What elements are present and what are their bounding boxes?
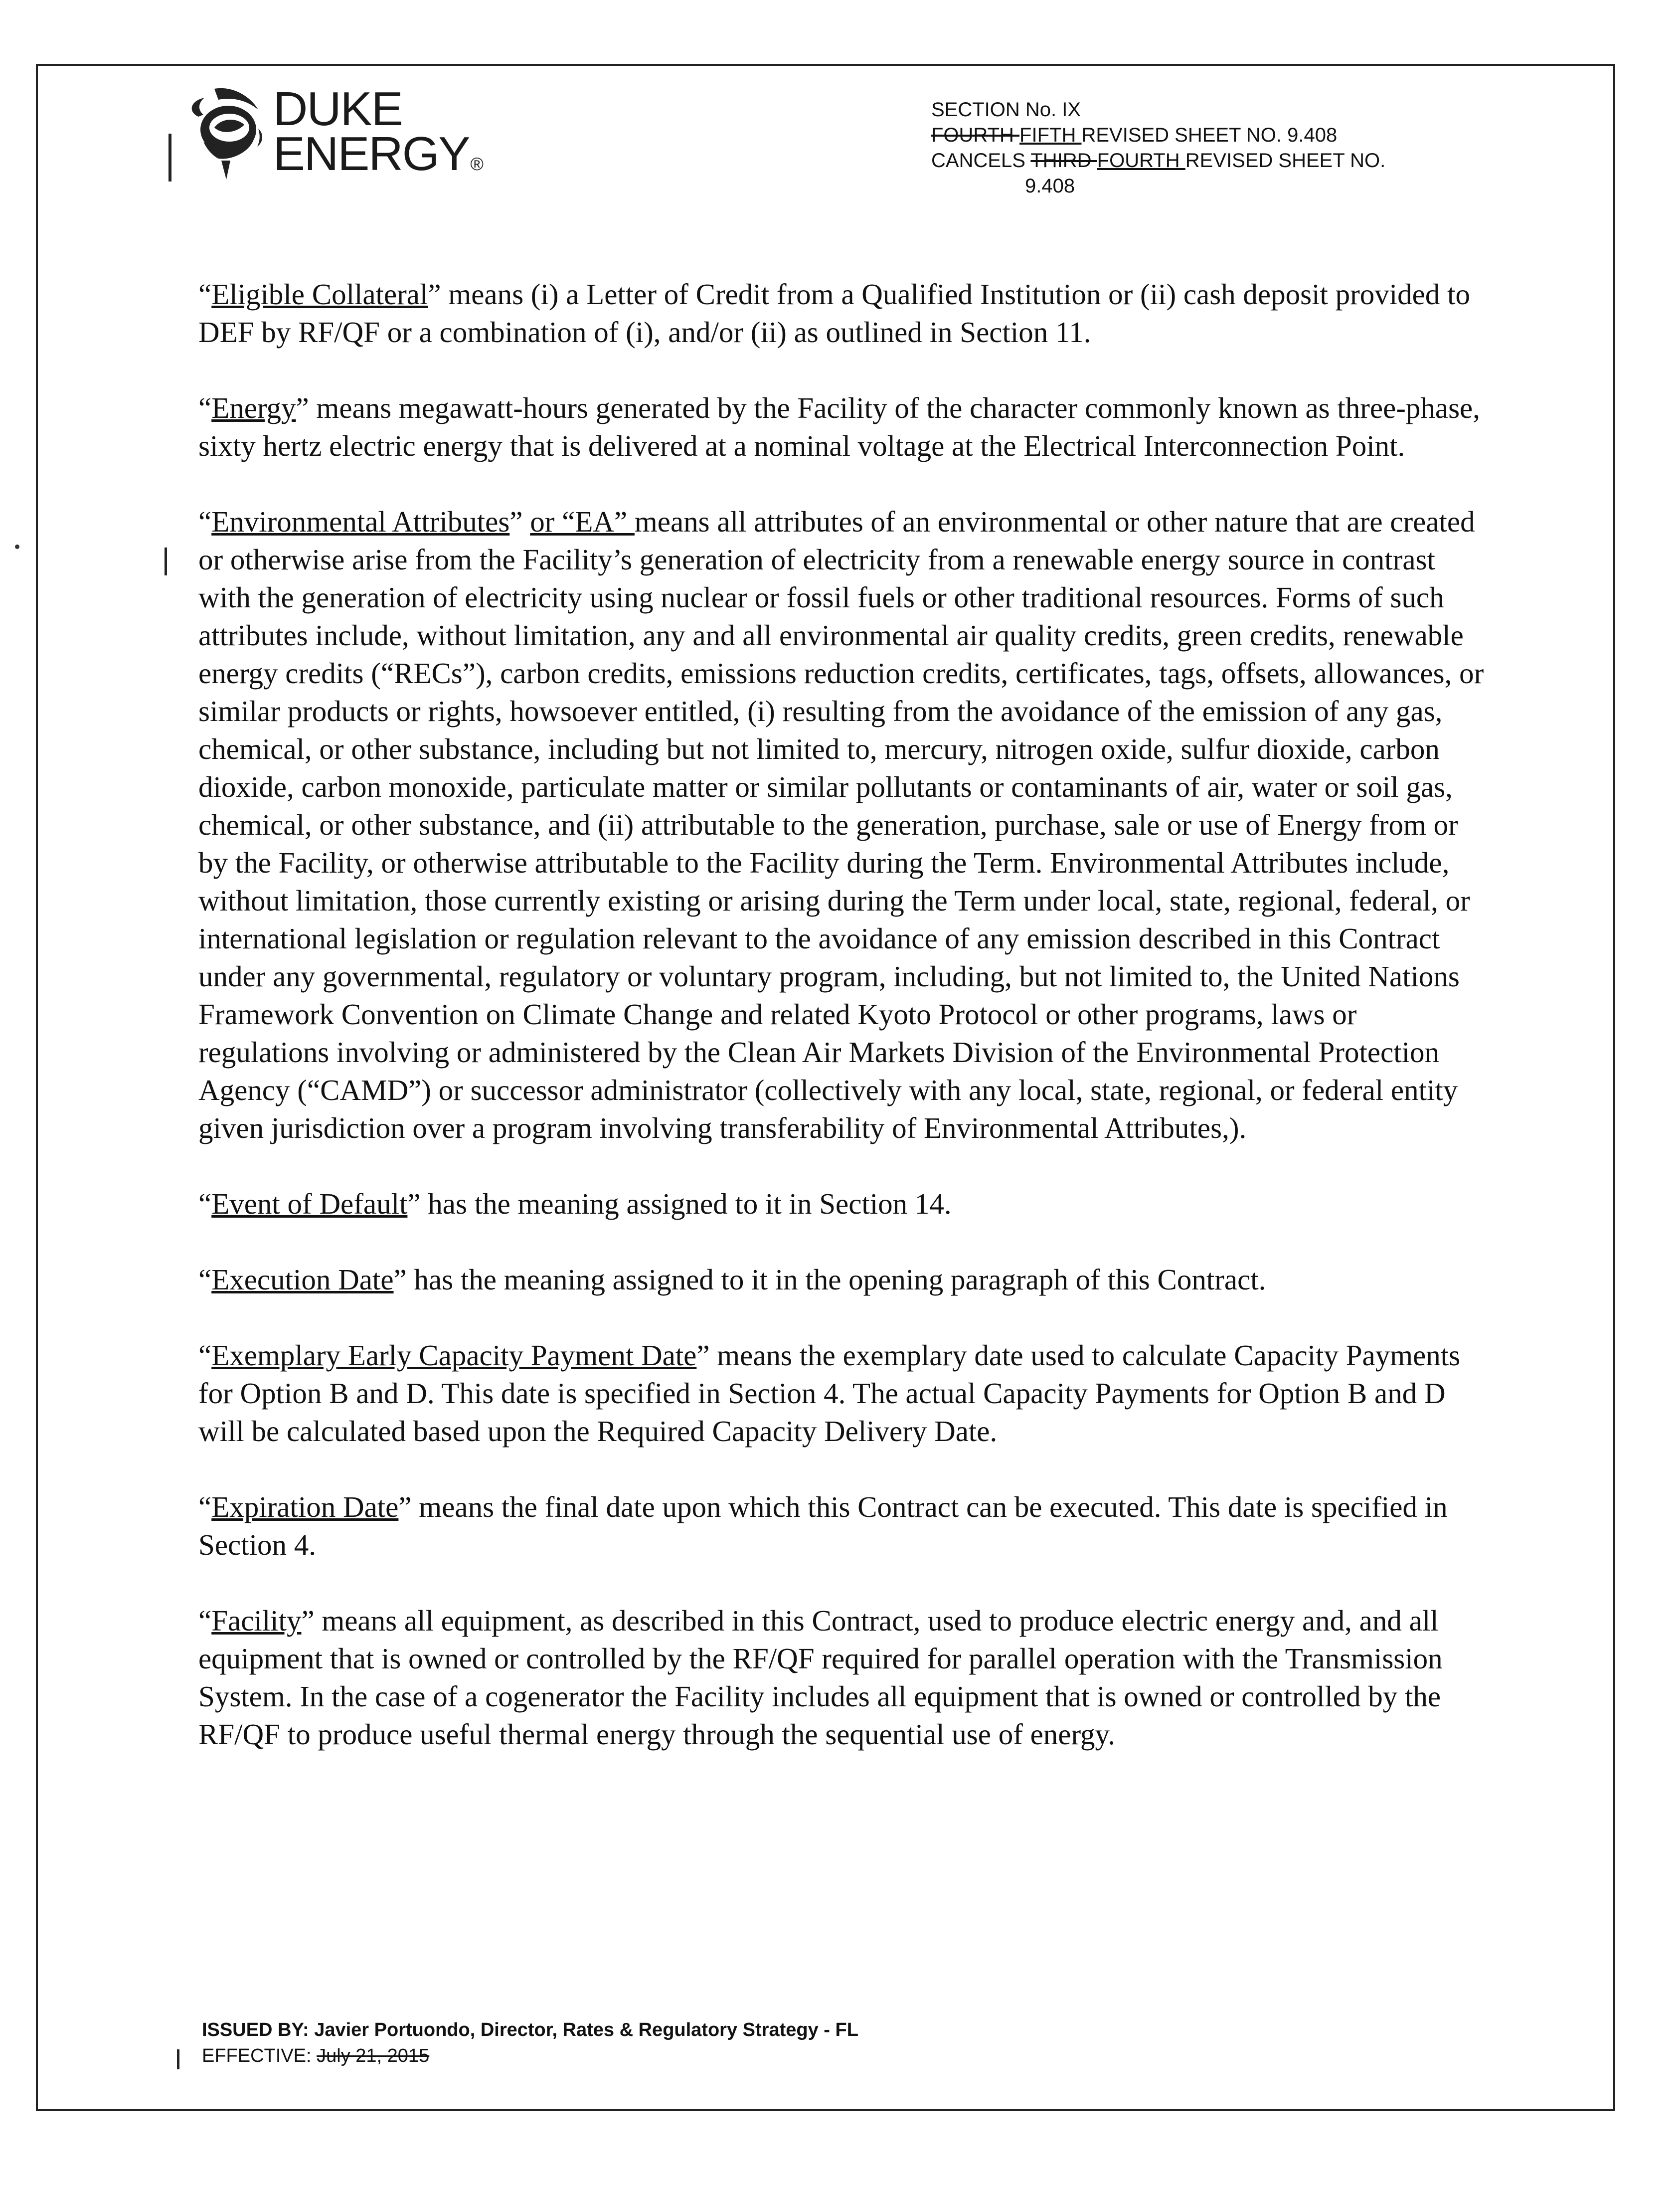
close-quote: ” [509,505,530,538]
open-quote: “ [198,505,212,538]
open-quote: “ [198,1263,212,1296]
issued-by-line [202,2017,858,2043]
sheet-revision [931,123,1490,148]
definition-expiration-date [198,1488,1495,1564]
open-quote: “ [198,1490,212,1523]
sheet-new-revision: FIFTH [1019,124,1082,146]
definition-text: ” has the meaning assigned to it in the opening paragraph of this Contract. [393,1263,1266,1296]
duke-energy-logo [168,82,488,181]
cancels-revision-rest: REVISED SHEET NO. [1185,150,1386,172]
cancels-old-revision: THIRD [1030,150,1097,172]
definitions-body [198,275,1495,1791]
definition-text: ” means the exemplary date used to calculate Capacity Payments for Option B and D. This date is specified in Section 4. The actual Capacity Payments for Option B and D will be calculated based upon the Required Capacity Delivery Date. [198,1339,1461,1448]
effective-date: July 21, 2015 [317,2045,430,2066]
definition-facility [198,1602,1495,1753]
definition-text: means all attributes of an environmental or other nature that are created or otherwise arise from the Facility’s generation of electricity from a renewable energy source in contrast with the generation of electricity using nuclear or fossil fuels or other traditional resources. Forms of such attributes include, without limitation, any and all environmental air quality credits, green credits, renewable energy credits (“RECs”), carbon credits, emissions reduction credits, certificates, tags, offsets, allowances, or similar products or rights, howsoever entitled, (i) resulting from the avoidance of the emission of any gas, chemical, or other substance, including but not limited to, mercury, nitrogen oxide, sulfur dioxide, carbon dioxide, carbon monoxide, particulate matter or similar pollutants or contaminants of air, water or soil gas, chemical, or other substance, and (ii) attributable to the generation, purchase, sale or use of Energy from or by the Facility, or otherwise attributable to the Facility during the Term. Environmental Attributes include, without limitation, those currently existing or arising during the Term under local, state, regional, federal, or international legislation or regulation relevant to the avoidance of any emission described in this Contract under any governmental, regulatory or voluntary program, including, but not limited to, the United Nations Framework Convention on Climate Change and related Kyoto Protocol or other programs, laws or regulations involving or administered by the Clean Air Markets Division of the Environmental Protection Agency (“CAMD”) or successor administrator (collectively with any local, state, regional, or federal entity given jurisdiction over a program involving transferability of Environmental Attributes,). [198,505,1484,1144]
sheet-old-revision: FOURTH [931,124,1020,146]
open-quote: “ [198,1187,212,1220]
logo-line-duke: DUKE [273,82,402,136]
definition-text: ” means all equipment, as described in this Contract, used to produce electric energy and, and all equipment that is owned or controlled by the RF/QF required for parallel operation with the Transmission System. In the case of a cogenerator the Facility includes all equipment that is owned or controlled by the RF/QF to produce useful thermal energy through the sequential use of energy. [198,1604,1443,1751]
footer [202,2017,858,2069]
definition-execution-date [198,1261,1495,1298]
section-number: SECTION No. IX [931,99,1081,121]
change-bar-environmental-attributes [165,547,167,575]
change-bar-effective [177,2049,179,2069]
definition-text: ” means (i) a Letter of Credit from a Qualified Institution or (ii) cash deposit provided to DEF by RF/QF or a combination of (i), and/or (ii) as outlined in Section 11. [198,278,1470,349]
sheet-revision-rest: REVISED SHEET NO. 9.408 [1081,124,1338,146]
effective-line [202,2043,858,2069]
logo-change-bar [168,134,171,182]
term-execution-date: Execution Date [211,1263,394,1296]
definition-exemplary-early-capacity-payment-date [198,1336,1495,1450]
cancels-revision [931,148,1490,174]
sheet-header [931,97,1490,199]
cancels-prefix: CANCELS [931,150,1031,172]
logo-line-energy: ENERGY [273,127,470,181]
definition-text: ” has the meaning assigned to it in Section 14. [407,1187,952,1220]
term-environmental-attributes: Environmental Attributes [211,505,510,538]
definition-text: ” means the final date upon which this Contract can be executed. This date is specified in Section 4. [198,1490,1448,1561]
open-quote: “ [198,1339,212,1372]
issued-by-value: Javier Portuondo, Director, Rates & Regulatory Strategy - FL [314,2019,858,2040]
issued-by-label: ISSUED BY: [202,2019,315,2040]
definition-event-of-default [198,1185,1495,1223]
open-quote: “ [198,1604,212,1637]
logo-wordmark [273,82,483,186]
cancels-new-revision: FOURTH [1097,150,1185,172]
cancels-sheet-number: 9.408 [1025,175,1075,197]
open-quote: “ [198,278,212,311]
term-ea-addition: or “EA” [530,505,635,538]
open-quote: “ [198,391,212,424]
term-eligible-collateral: Eligible Collateral [211,278,428,311]
definition-text: ” means megawatt-hours generated by the Facility of the character commonly known as three-phase, sixty hertz electric energy that is delivered at a nominal voltage at the Electrical Interconnection Point. [198,391,1480,462]
term-expiration-date: Expiration Date [211,1490,399,1523]
registered-mark: ® [470,154,483,174]
term-exemplary-early-capacity-payment-date: Exemplary Early Capacity Payment Date [211,1339,697,1372]
effective-label: EFFECTIVE: [202,2045,317,2066]
definition-energy [198,389,1495,465]
definition-environmental-attributes [198,503,1495,1147]
globe-icon [183,86,267,181]
term-facility: Facility [211,1604,302,1637]
definition-eligible-collateral [198,275,1495,351]
margin-dot [15,545,19,549]
term-event-of-default: Event of Default [211,1187,408,1220]
term-energy: Energy [211,391,296,424]
